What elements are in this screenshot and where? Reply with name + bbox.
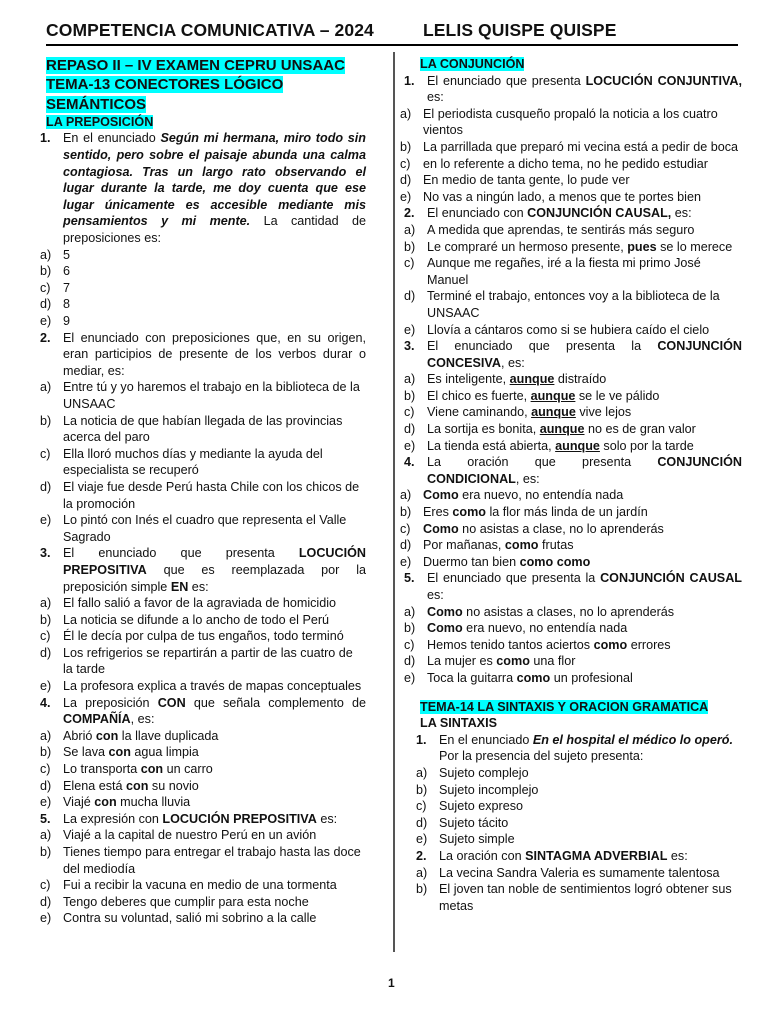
question-3: 3. El enunciado que presenta LOCUCIÓN PREPOSITIVA que es reemplazada por la preposición simple EN es: xyxy=(40,546,366,594)
list-item: d) El viaje fue desde Perú hasta Chile con los chicos de la promoción xyxy=(40,479,360,511)
list-item: e) Duermo tan bien como como xyxy=(400,554,591,569)
list-item: c) Hemos tenido tantos aciertos como errores xyxy=(404,637,671,652)
list-item: c) Ella lloró muchos días y mediante la ayuda del especialista se recuperó xyxy=(40,446,323,478)
list-item: a) Viajé a la capital de nuestro Perú en un avión xyxy=(40,828,317,843)
list-item: a) A medida que aprendas, te sentirás más seguro xyxy=(404,222,695,237)
list-item: e) Lo pintó con Inés el cuadro que representa el Valle Sagrado xyxy=(40,513,347,544)
list-item: c) Fui a recibir la vacuna en medio de una tormenta xyxy=(40,878,337,893)
question-1: 1. En el enunciado En el hospital el médico lo operó. Por la presencia del sujeto presenta: xyxy=(416,732,733,764)
section-conjuncion: LA CONJUNCIÓN xyxy=(420,57,525,71)
heading-tema-14: TEMA-14 LA SINTAXIS Y ORACION GRAMATICA xyxy=(420,699,709,714)
left-column xyxy=(40,56,366,927)
list-item: c) Como no asistas a clase, no lo aprenderás xyxy=(400,521,664,536)
list-item: e) La profesora explica a través de mapas conceptuales xyxy=(40,679,362,694)
heading-tema-13: TEMA-13 CONECTORES LÓGICO SEMÁNTICOS xyxy=(46,76,284,113)
list-item: e) Llovía a cántaros como si se hubiera caído el cielo xyxy=(404,322,710,337)
list-item: c) en lo referente a dicho tema, no he pedido estudiar xyxy=(400,156,708,171)
list-item: b) La parrillada que preparó mi vecina está a pedir de boca xyxy=(400,139,739,154)
question-1: 1. En el enunciado Según mi hermana, miro todo sin sentido, pero sobre el paisaje abunda una calma contagiosa. Tras un largo rato observando el lugar durante la tarde, me doy cuenta que ese lugar únicamente es accesible mediante mis pensamientos y mi mente. La cantidad de preposiciones es: xyxy=(40,131,366,246)
list-item: d) Los refrigerios se repartirán a partir de las cuatro de la tarde xyxy=(40,645,353,677)
list-item: c) Aunque me regañes, iré a la fiesta mi primo José Manuel xyxy=(404,256,701,287)
list-item: d) La sortija es bonita, aunque no es de gran valor xyxy=(404,422,696,437)
list-item: b) Sujeto incomplejo xyxy=(416,782,539,797)
list-item: c) Él le decía por culpa de tus engaños, todo terminó xyxy=(40,629,344,644)
list-item: d) En medio de tanta gente, lo pude ver xyxy=(400,173,630,188)
list-item: a) Entre tú y yo haremos el trabajo en la biblioteca de la UNSAAC xyxy=(40,380,360,411)
list-item: b) La noticia de que habían llegada de las provincias acerca del paro xyxy=(40,413,343,445)
list-item: b) La noticia se difunde a lo ancho de todo el Perú xyxy=(40,612,330,627)
list-item: d) Tengo deberes que cumplir para esta noche xyxy=(40,894,309,909)
list-item: d) Por mañanas, como frutas xyxy=(400,538,574,553)
question-3: 3. El enunciado que presenta la CONJUNCIÓN CONCESIVA, es: xyxy=(404,339,742,370)
question-5: 5. La expresión con LOCUCIÓN PREPOSITIVA es: xyxy=(40,811,338,826)
list-item: a) Es inteligente, aunque distraído xyxy=(404,372,607,387)
list-item: d) Sujeto tácito xyxy=(416,815,509,830)
list-item: b) Como era nuevo, no entendía nada xyxy=(404,621,628,636)
list-item: a) 5 xyxy=(40,247,71,262)
question-2: 2. El enunciado con preposiciones que, en su origen, eran participios de presente de los verbos durar o mediar, es: xyxy=(40,330,366,378)
list-item: e) Toca la guitarra como un profesional xyxy=(404,670,633,685)
list-item: e) La tienda está abierta, aunque solo por la tarde xyxy=(404,438,694,453)
list-item: d) Terminé el trabajo, entonces voy a la biblioteca de la UNSAAC xyxy=(404,289,720,320)
list-item: d) Elena está con su novio xyxy=(40,778,199,793)
column-divider xyxy=(393,52,395,952)
author-name: LELIS QUISPE QUISPE xyxy=(423,20,617,40)
list-item: b) Se lava con agua limpia xyxy=(40,745,199,760)
course-title: COMPETENCIA COMUNICATIVA – 2024 xyxy=(46,20,374,40)
list-item: b) Eres como la flor más linda de un jardín xyxy=(400,505,648,520)
question-4: 4. La oración que presenta CONJUNCIÓN CONDICIONAL, es: xyxy=(404,455,742,486)
list-item: a) Sujeto complejo xyxy=(416,765,529,780)
list-item: c) Sujeto expreso xyxy=(416,799,524,814)
list-item: a) Como era nuevo, no entendía nada xyxy=(400,488,624,503)
list-item: e) Sujeto simple xyxy=(416,832,515,847)
list-item: a) El periodista cusqueño propaló la noticia a los cuatro vientos xyxy=(400,106,718,138)
list-item: b) 6 xyxy=(40,264,71,279)
list-item: c) Viene caminando, aunque vive lejos xyxy=(404,405,632,420)
list-item: b) Tienes tiempo para entregar el trabajo hasta las doce del mediodía xyxy=(40,845,361,876)
list-item: b) Le compraré un hermoso presente, pues se lo merece xyxy=(404,239,733,254)
list-item: b) El joven tan noble de sentimientos logró obtener sus metas xyxy=(416,882,732,913)
list-item: e) 9 xyxy=(40,314,71,329)
question-5: 5. El enunciado que presenta la CONJUNCIÓN CAUSAL es: xyxy=(404,571,742,602)
question-4: 4. La preposición CON que señala complemento de COMPAÑÍA, es: xyxy=(40,695,366,727)
heading-repaso: REPASO II – IV EXAMEN CEPRU UNSAAC xyxy=(46,57,345,74)
list-item: b) El chico es fuerte, aunque se le ve pálido xyxy=(404,388,660,403)
list-item: d) La mujer es como una flor xyxy=(404,654,576,669)
question-1: 1. El enunciado que presenta LOCUCIÓN CONJUNTIVA, es: xyxy=(404,73,742,105)
list-item: a) La vecina Sandra Valeria es sumamente talentosa xyxy=(416,865,720,880)
header-rule xyxy=(46,44,738,46)
list-item: e) Viajé con mucha lluvia xyxy=(40,795,191,810)
list-item: e) No vas a ningún lado, a menos que te portes bien xyxy=(400,189,701,204)
page-number: 1 xyxy=(388,976,395,990)
document-header xyxy=(46,20,666,42)
section-preposicion: LA PREPOSICIÓN xyxy=(46,114,154,129)
section-sintaxis: LA SINTAXIS xyxy=(420,716,497,731)
question-2: 2. La oración con SINTAGMA ADVERBIAL es: xyxy=(416,848,688,863)
list-item: a) Abrió con la llave duplicada xyxy=(40,728,219,743)
list-item: e) Contra su voluntad, salió mi sobrino a la calle xyxy=(40,911,317,926)
list-item: d) 8 xyxy=(40,297,71,312)
question-2: 2. El enunciado con CONJUNCIÓN CAUSAL, es: xyxy=(404,206,692,221)
list-item: c) 7 xyxy=(40,280,71,295)
list-item: a) El fallo salió a favor de la agraviada de homicidio xyxy=(40,596,337,611)
list-item: c) Lo transporta con un carro xyxy=(40,762,213,777)
right-column xyxy=(400,56,742,914)
list-item: a) Como no asistas a clases, no lo aprenderás xyxy=(404,604,675,619)
